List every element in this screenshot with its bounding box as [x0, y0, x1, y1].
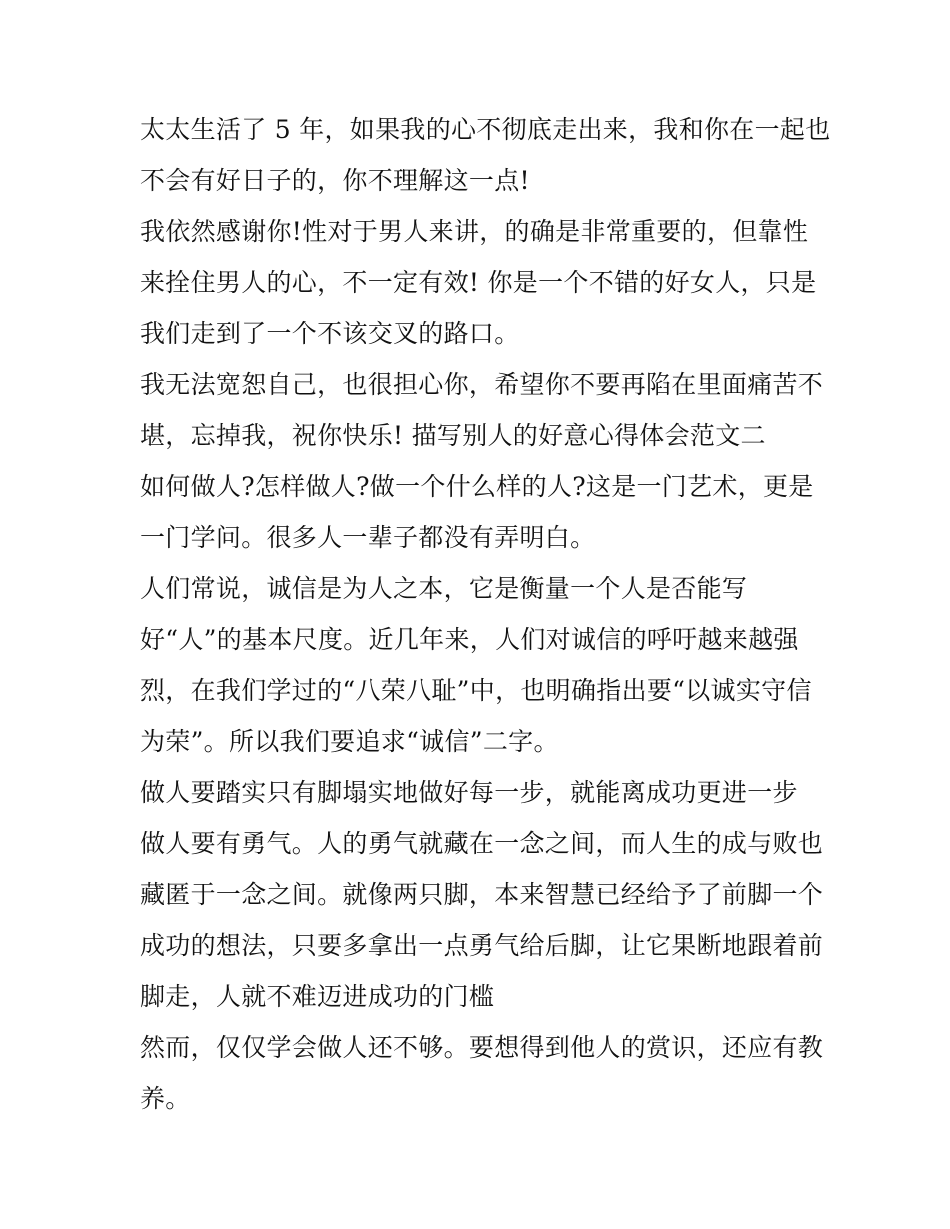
text-line: 成功的想法，只要多拿出一点勇气给后脚，让它果断地跟着前 [140, 931, 824, 960]
text-line: 藏匿于一念之间。就像两只脚，本来智慧已经给予了前脚一个 [140, 880, 824, 909]
text-line: 来拴住男人的心，不一定有效! 你是一个不错的好女人，只是 [140, 268, 817, 297]
text-line: 做人要有勇气。人的勇气就藏在一念之间，而人生的成与败也 [140, 829, 824, 858]
text-line: 我依然感谢你!性对于男人来讲，的确是非常重要的，但靠性 [140, 217, 809, 246]
text-line: 我们走到了一个不该交叉的路口。 [140, 319, 520, 348]
text-line: 堪，忘掉我，祝你快乐! 描写别人的好意心得体会范文二 [140, 421, 766, 450]
text-line: 人们常说，诚信是为人之本，它是衡量一个人是否能写 [140, 574, 748, 603]
text-line: 为荣”。所以我们要追求“诚信”二字。 [140, 727, 559, 756]
text-line: 脚走，人就不难迈进成功的门槛 [140, 982, 495, 1011]
text-line: 烈，在我们学过的“八荣八耻”中，也明确指出要“以诚实守信 [140, 676, 812, 705]
text-line: 不会有好日子的，你不理解这一点! [140, 166, 530, 195]
text-line: 做人要踏实只有脚塌实地做好每一步，就能离成功更进一步 [140, 778, 798, 807]
text-line: 一门学问。很多人一辈子都没有弄明白。 [140, 523, 596, 552]
text-line: 我无法宽恕自己，也很担心你，希望你不要再陷在里面痛苦不 [140, 370, 824, 399]
text-line: 如何做人?怎样做人?做一个什么样的人?这是一门艺术，更是 [140, 472, 814, 501]
text-line: 太太生活了 5 年，如果我的心不彻底走出来，我和你在一起也 [140, 115, 831, 144]
text-line: 好“人”的基本尺度。近几年来，人们对诚信的呼吁越来越强 [140, 625, 799, 654]
text-line: 然而，仅仅学会做人还不够。要想得到他人的赏识，还应有教 [140, 1033, 824, 1062]
text-line: 养。 [140, 1084, 191, 1113]
